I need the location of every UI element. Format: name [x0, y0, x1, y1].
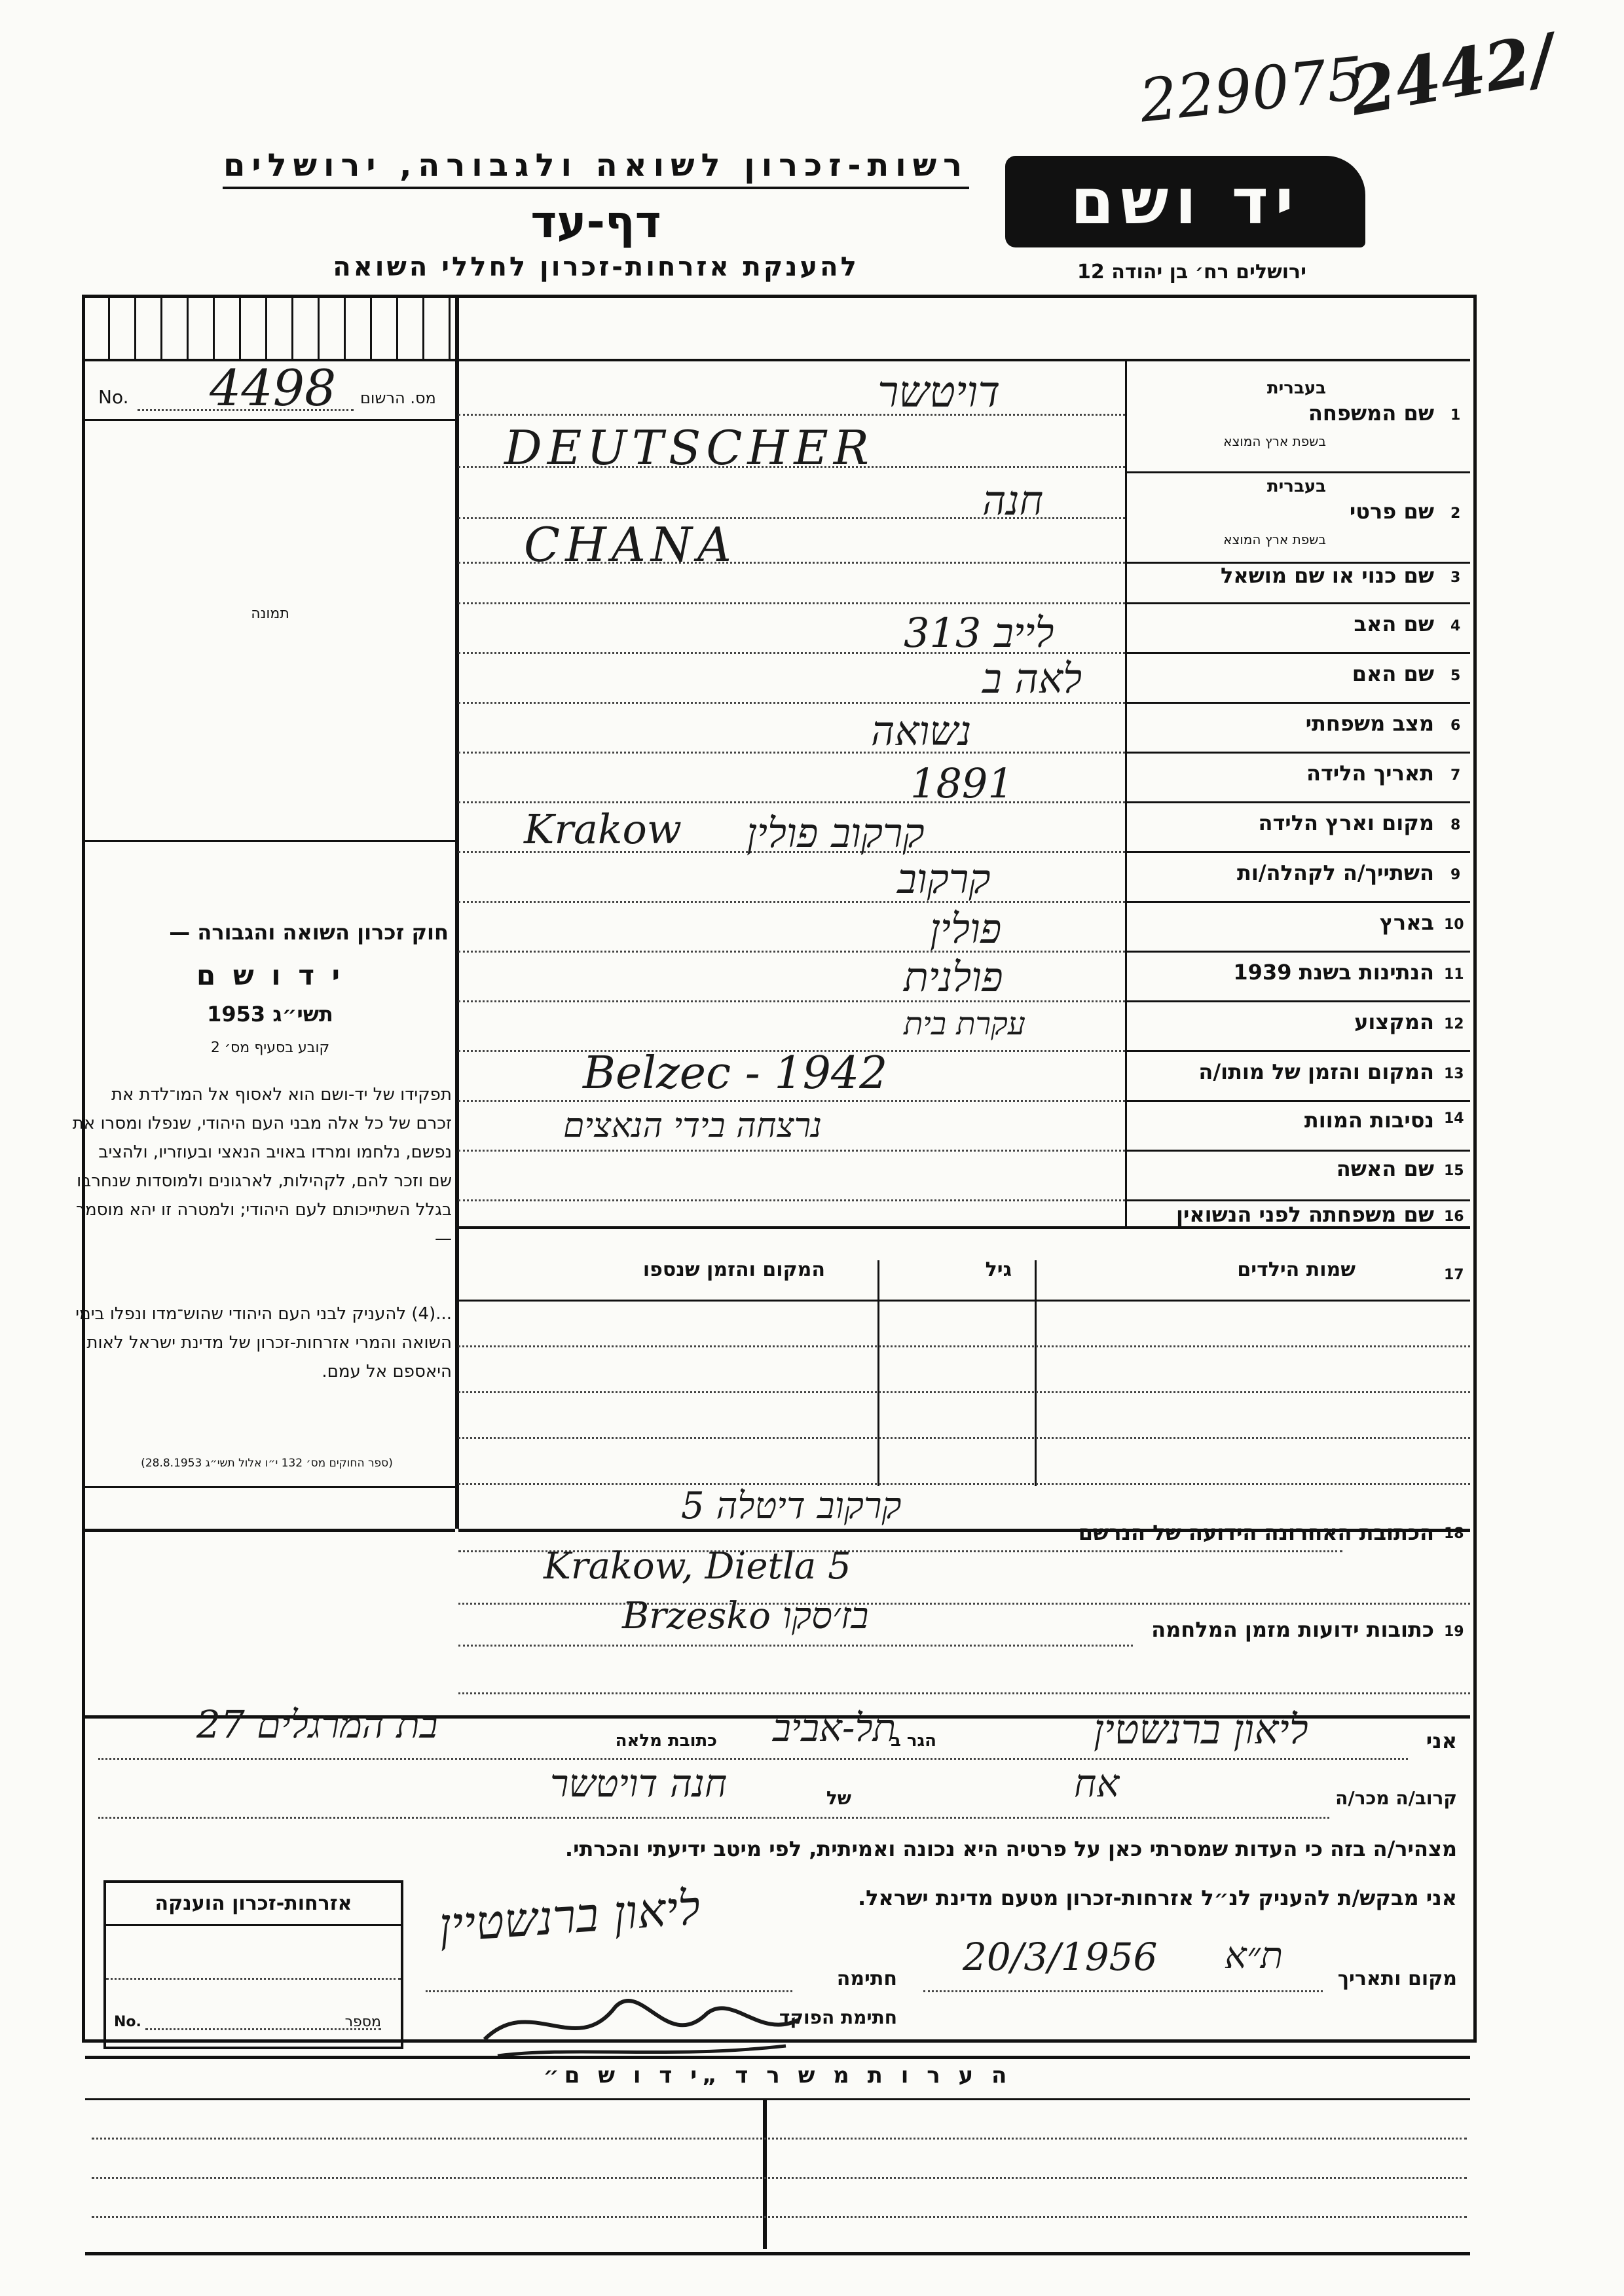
field-16-label: שם משפחתה לפני הנשואין [1175, 1202, 1434, 1227]
registration-number: 4498 [210, 359, 337, 417]
field-9-label: השתייך/ה לקהלה/ות [1236, 860, 1434, 885]
field-9-value: קרקוב [897, 855, 991, 903]
stamp-number: 229075 [1136, 44, 1368, 136]
officer-signature [471, 1967, 812, 2066]
registration-label-en: No. [98, 386, 129, 408]
citizenship-box-title: אזרחות-זכרון הוענקה [106, 1883, 401, 1926]
field-6-number: 6 [1450, 718, 1461, 734]
field-13-label: המקום והזמן של מותו/ה [1198, 1059, 1434, 1084]
field-1-number: 1 [1450, 407, 1461, 424]
field-2-value-hebrew: חנה [982, 477, 1044, 524]
field-12-value: עקרת בית [904, 1006, 1025, 1042]
field-11-number: 11 [1444, 966, 1464, 983]
field-18-value-latin: Krakow, Dietla 5 [544, 1545, 851, 1588]
field-16-number: 16 [1444, 1209, 1464, 1225]
citizenship-num-label: מספר [344, 2014, 381, 2030]
field-1-sub-hebrew: בעברית [1266, 378, 1326, 398]
field-3-number: 3 [1450, 570, 1461, 586]
field-6-label: מצב משפחתי [1305, 711, 1434, 736]
field-10-number: 10 [1444, 917, 1464, 933]
field-15-label: שם האשה [1336, 1156, 1434, 1181]
officer-signature-label: חתימת הפוקד [779, 2007, 897, 2028]
field-10-label: בארץ [1379, 910, 1434, 935]
field-8-value-latin: Krakow [524, 805, 682, 853]
field-8-value-hebrew: קרקוב פולין [747, 809, 925, 857]
declarant-address-label: כתובת מלאה [615, 1731, 717, 1751]
field-19-number: 19 [1444, 1624, 1464, 1640]
place-date-label: מקום ותאריך [1337, 1967, 1457, 1990]
field-12-number: 12 [1444, 1016, 1464, 1032]
field-1-label: שם המשפחה [1308, 401, 1434, 426]
photo-label: תמונה [251, 606, 289, 622]
field-17-number: 17 [1444, 1267, 1464, 1283]
children-header-names: שמות הילדים [1237, 1258, 1356, 1281]
declarant-relative-label: קרוב/ה מכר/ה [1335, 1787, 1457, 1809]
field-11-value: פולנית [904, 953, 1003, 1001]
declarant-relation: אח [1074, 1761, 1120, 1806]
field-18-value-hebrew: קרקוב דיטלה 5 [681, 1485, 902, 1527]
field-8-number: 8 [1450, 817, 1461, 833]
declarant-address: בת המרגלים 27 [196, 1702, 438, 1747]
request-text: אני מבקש/ת להעניק לנ״ל אזרחות-זכרון מטעם מדינת ישראל. [858, 1886, 1457, 1910]
date-value: 20/3/1956 [963, 1935, 1158, 1979]
field-10-value: פולין [930, 905, 1002, 953]
form-subtitle: להענקת אזרחות-זכרון לחללי השואה [333, 252, 859, 282]
declarant-i-label: אני [1426, 1728, 1457, 1753]
field-2-label: שם פרטי [1349, 499, 1434, 524]
law-name: י ד ו ש ם [196, 959, 344, 991]
field-19-label: כתובות ידועות מזמן המלחמה [1151, 1617, 1434, 1642]
signature: ליאון ברנשטיין [437, 1880, 702, 1953]
field-15-number: 15 [1444, 1163, 1464, 1179]
field-18-number: 18 [1444, 1525, 1464, 1542]
form-title: דף-עד [530, 196, 661, 248]
field-1-value-latin: DEUTSCHER [504, 420, 874, 475]
field-5-label: שם האם [1352, 661, 1434, 686]
field-4-value: לייב 313 [904, 609, 1054, 657]
field-4-number: 4 [1450, 618, 1461, 634]
signature-label: חתימה [836, 1967, 897, 1990]
yad-vashem-logo [1005, 156, 1365, 247]
field-8-label: מקום וארץ הלידה [1258, 811, 1434, 835]
field-13-number: 13 [1444, 1066, 1464, 1082]
field-1-value-hebrew: דויטשר [877, 367, 1001, 417]
field-12-label: המקצוע [1354, 1010, 1434, 1034]
field-4-label: שם האב [1354, 611, 1434, 636]
field-5-value: לאה ב [982, 655, 1082, 702]
law-section: קובע בסעיף מס׳ 2 [210, 1040, 330, 1056]
field-9-number: 9 [1450, 867, 1461, 883]
corner-mark: 2442/ [1344, 18, 1560, 131]
children-header-place-time: המקום והזמן שנספו [642, 1258, 825, 1281]
remarks-header: ה ע ר ו ת מ ש ר ד „י ד ו ש ם״ [543, 2062, 1012, 2088]
law-source: (ספר החוקים מס׳ 132 י״ו אלול תשי״ג 28.8.1953) [141, 1457, 393, 1470]
citizenship-no-label: No. [114, 2014, 141, 2030]
field-7-number: 7 [1450, 767, 1461, 784]
logo-text: יד ושם [1070, 165, 1301, 238]
field-18-label: הכתובת האחרונה הידועה של הנרשם [1078, 1520, 1434, 1545]
field-14-label: נסיבות המוות [1304, 1108, 1434, 1133]
field-2-sub-origin: בשפת ארץ המוצא [1223, 532, 1326, 547]
field-1-sub-origin: בשפת ארץ המוצא [1223, 433, 1326, 449]
field-2-sub-hebrew: בעברית [1266, 477, 1326, 496]
declarant-lives-label: הגר ב [890, 1731, 936, 1751]
law-title: חוק זכרון השואה והגבורה — [169, 920, 449, 945]
children-header-age: גיל [985, 1258, 1012, 1281]
field-14-number: 14 [1444, 1110, 1464, 1127]
field-5-number: 5 [1450, 668, 1461, 684]
field-7-value: 1891 [910, 759, 1014, 807]
field-2-value-latin: CHANA [524, 517, 737, 572]
field-3-label: שם כנוי או שם מושאל [1220, 563, 1434, 588]
field-6-value: נשואה [871, 707, 972, 755]
citizenship-box [103, 1880, 403, 2049]
field-7-label: תאריך הלידה [1306, 761, 1434, 786]
declarant-of-name: חנה דויטשר [550, 1761, 728, 1806]
field-14-value: נרצחה בידי הנאצים [563, 1106, 822, 1146]
declaration-text: מצהיר/ה בזה כי העדות שמסרתי כאן על פרטיה היא נכונה ואמיתית, לפי מיטב ידיעתי והכרתי. [564, 1836, 1457, 1861]
place-value: ת״א [1225, 1935, 1283, 1977]
declarant-city: תל-אביב [773, 1705, 896, 1750]
field-19-value: Brzesko בז׳סקו [622, 1595, 869, 1637]
authority-title: רשות-זכרון לשואה ולגבורה, ירושלים [223, 147, 969, 189]
law-body: תפקידו של יד-ושם הוא לאסוף אל המו־לדת את זכרם של כל אלה מבני העם היהודי, שנפלו ומסרו את נפשם, נלחמו ומרדו באויב הנאצי ובעוזריו, ולהציב שם וזכר להם, לקהילות, לארגונים ולמוסדות שנחרבו בגלל השתייכותם לעם היהודי; ולמטרה זו יהא מוסמך — [72, 1085, 452, 1248]
law-body-2: ...(4) להעניק לבני העם היהודי שהוש־מדו ונפלו בימי השואה והמרי אזרחות-זכרון של מדינת ישראל לאות היאספם אל עמם. [75, 1304, 452, 1381]
declarant-of-label: של [826, 1787, 851, 1809]
field-11-label: הנתינות בשנת 1939 [1233, 960, 1434, 985]
registration-label-he: מס. הרשום [360, 389, 436, 407]
field-13-value: Belzec - 1942 [583, 1048, 888, 1099]
declarant-name: ליאון ברנשטין [1094, 1705, 1308, 1753]
law-year: תשי״ג 1953 [207, 1002, 333, 1027]
address-line: ירושלים רח׳ בן יהודה 12 [1077, 261, 1306, 283]
field-2-number: 2 [1450, 505, 1461, 522]
